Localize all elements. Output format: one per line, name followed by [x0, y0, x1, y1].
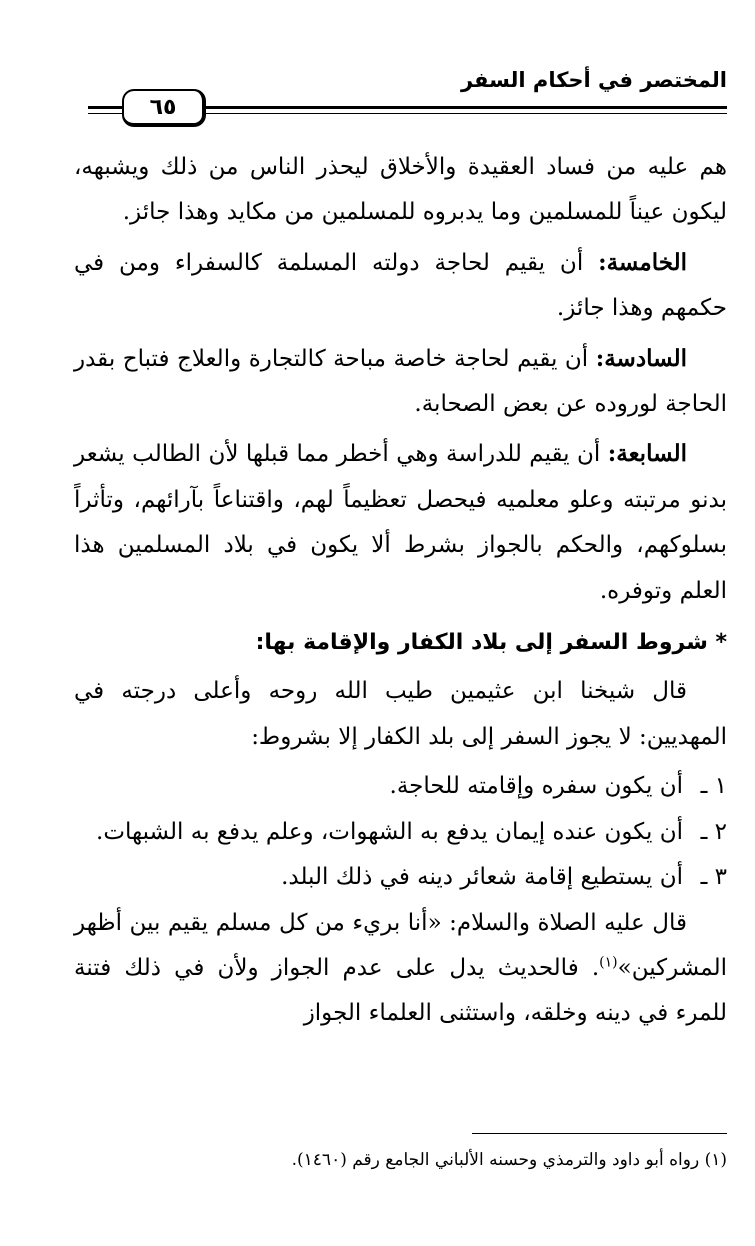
list-item	[74, 855, 727, 900]
paragraph-text: أن يقيم للدراسة وهي أخطر مما قبلها لأن الطالب يشعر بدنو مرتبته وعلو معلميه فيحصل تعظيماً لهم، واقتناعاً بآرائهم، وتأثراً بسلوكهم، والحكم بالجواز بشرط ألا يكون في بلاد المسلمين هذا العلم وتوفره.	[74, 441, 727, 604]
term-label: الخامسة:	[598, 248, 687, 276]
term-label: السادسة:	[595, 344, 687, 372]
footnote-ref: (١)	[599, 954, 618, 971]
list-text: أن يكون سفره وإقامته للحاجة.	[389, 773, 683, 800]
paragraph-text: أن يقيم لحاجة خاصة مباحة كالتجارة والعلاج فتباح بقدر الحاجة لوروده عن بعض الصحابة.	[74, 345, 727, 418]
paragraph	[74, 336, 727, 428]
footnote: (١) رواه أبو داود والترمذي وحسنه الألباني الجامع رقم (١٤٦٠).	[291, 1150, 727, 1170]
paragraph: قال شيخنا ابن عثيمين طيب الله روحه وأعلى درجته في المهديين: لا يجوز السفر إلى بلد الكفار إلا بشروط:	[74, 678, 727, 750]
paragraph-text: . فالحديث يدل على عدم الجواز ولأن في ذلك فتنة للمرء في دينه وخلقه، واستثنى العلماء الجواز	[74, 954, 727, 1027]
section-heading: * شروط السفر إلى بلاد الكفار والإقامة بها:	[255, 630, 727, 656]
list-item	[74, 764, 727, 809]
list-text: أن يكون عنده إيمان يدفع به الشهوات، وعلم يدفع به الشبهات.	[96, 818, 683, 845]
hadith-text: قال عليه الصلاة والسلام: «أنا بريء من كل مسلم يقيم بين أظهر المشركين»	[74, 909, 727, 981]
paragraph	[74, 901, 727, 1037]
list-item	[74, 810, 727, 855]
paragraph	[74, 431, 727, 614]
page-number: ٦٥	[122, 89, 206, 127]
list-number: ٢ ـ	[700, 818, 727, 845]
footnote-rule	[472, 1133, 727, 1134]
list-number: ٣ ـ	[700, 864, 727, 891]
book-title: المختصر في أحكام السفر	[460, 68, 727, 92]
paragraph: هم عليه من فساد العقيدة والأخلاق ليحذر الناس من ذلك ويشبهه، ليكون عيناً للمسلمين وما يدبروه للمسلمين من مكايد وهذا جائز.	[74, 154, 727, 226]
list-text: أن يستطيع إقامة شعائر دينه في ذلك البلد.	[281, 864, 683, 891]
body-text	[74, 145, 727, 1041]
paragraph	[74, 240, 727, 332]
term-label: السابعة:	[607, 440, 687, 468]
list-number: ١ ـ	[700, 773, 727, 800]
paragraph-text: أن يقيم لحاجة دولته المسلمة كالسفراء ومن في حكمهم وهذا جائز.	[74, 249, 727, 322]
